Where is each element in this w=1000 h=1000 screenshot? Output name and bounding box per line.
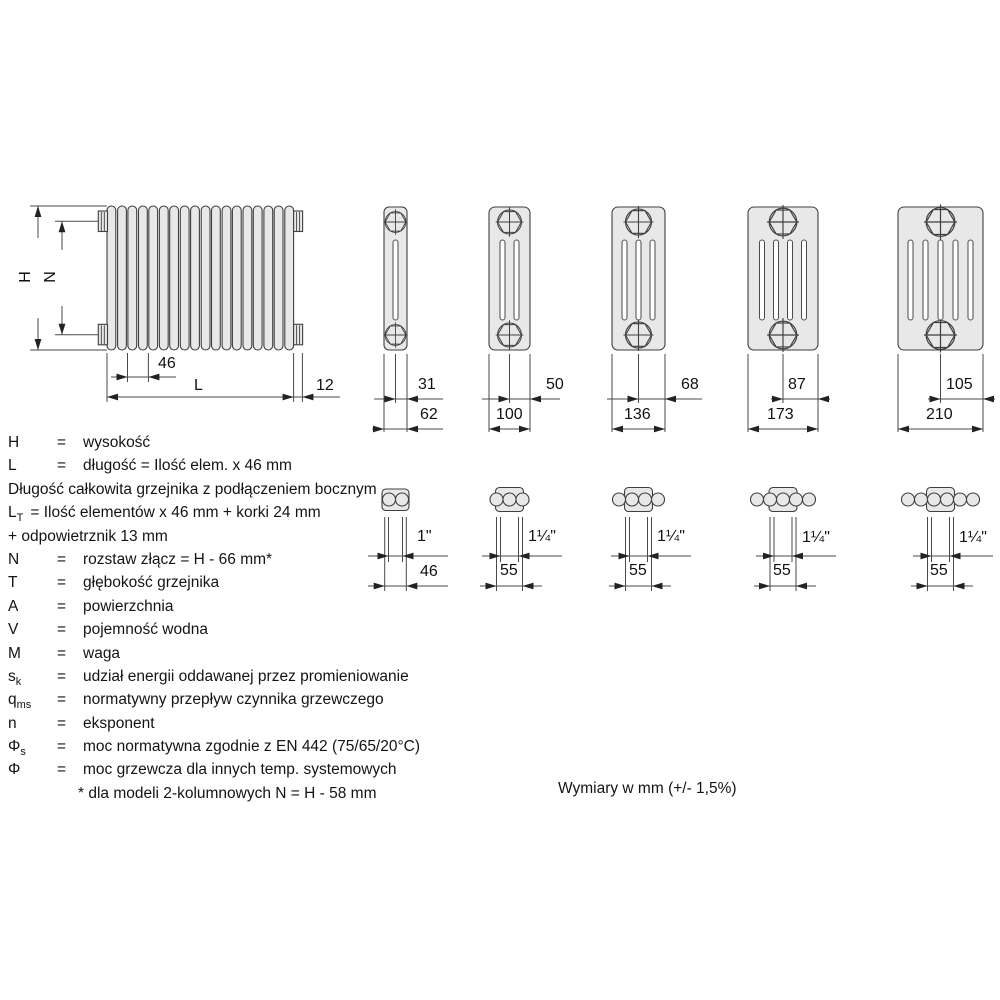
dim-element-pitch: 46 <box>158 355 176 372</box>
legend-row: $s_k$ = udział energii oddawanej przez promieniowanie <box>8 667 409 688</box>
legend-row: N = rozstaw złącz = H - 66 mm* <box>8 550 273 568</box>
dim-half-depth-3col: 50 <box>546 376 564 393</box>
dim-conn-pitch-4col: 55 <box>629 562 647 579</box>
section-view-bodies <box>384 207 983 350</box>
legend-row: V = pojemność wodna <box>8 621 208 639</box>
dim-half-depth-2col: 31 <box>418 376 436 393</box>
dim-end-extension: 12 <box>316 377 334 394</box>
dim-thread-4col: 1¼" <box>657 528 685 545</box>
legend-row: + odpowietrznik 13 mm <box>8 527 168 545</box>
legend-row: A = powierzchnia <box>8 597 174 615</box>
dim-conn-pitch-2col: 46 <box>420 563 438 580</box>
dim-thread-5col: 1¼" <box>802 529 830 546</box>
legend-row: $q_{ms}$ = normatywny przepływ czynnika grzewczego <box>8 691 384 712</box>
dim-depth-6col: 210 <box>926 406 953 423</box>
radiator-front-view <box>98 206 302 350</box>
legend-row: L = długość = Ilość elem. x 46 mm <box>8 457 292 475</box>
symbol-legend <box>8 431 568 805</box>
dim-depth-5col: 173 <box>767 406 794 423</box>
connection-6-column <box>902 488 980 512</box>
connection-4-column <box>613 488 665 512</box>
legend-row: H = wysokość <box>8 434 151 451</box>
section-plugs <box>384 204 958 352</box>
connection-5-column <box>751 488 816 512</box>
dim-depth-4col: 136 <box>624 406 651 423</box>
connection-pitch-dimension-label: N <box>41 271 59 283</box>
height-dimension-label: H <box>16 271 34 283</box>
dim-length-label: L <box>194 377 203 394</box>
dim-half-depth-6col: 105 <box>946 376 973 393</box>
dim-thread-3col: 1¼" <box>528 528 556 545</box>
dim-conn-pitch-6col: 55 <box>930 562 948 579</box>
dim-half-depth-4col: 68 <box>681 376 699 393</box>
dim-depth-2col: 62 <box>420 406 438 423</box>
dim-thread-6col: 1¼" <box>959 529 987 546</box>
legend-row: $L_T$ = Ilość elementów x 46 mm + korki 24 mm <box>8 504 321 525</box>
dim-conn-pitch-3col: 55 <box>500 562 518 579</box>
dim-thread-2col: 1" <box>417 528 432 545</box>
section-dimension-lines <box>372 354 995 432</box>
legend-footnote-row: * dla modeli 2-kolumnowych N = H - 58 mm <box>78 784 377 802</box>
legend-row: Φ = moc grzewcza dla innych temp. systemowych <box>8 761 397 779</box>
dim-half-depth-5col: 87 <box>788 376 806 393</box>
legend-row: n = eksponent <box>8 714 155 732</box>
dimensions-tolerance-note: Wymiary w mm (+/- 1,5%) <box>558 780 737 797</box>
legend-row: Długość całkowita grzejnika z podłączeniem bocznym <box>8 480 377 498</box>
legend-row: T = głębokość grzejnika <box>8 574 220 592</box>
legend-row: M = waga <box>8 644 121 662</box>
dim-depth-3col: 100 <box>496 406 523 423</box>
dim-conn-pitch-5col: 55 <box>773 562 791 579</box>
section-slots <box>393 240 973 320</box>
legend-row: $\Phi_s$ = moc normatywna zgodnie z EN 442 (75/65/20°C) <box>8 738 421 759</box>
section-arrowheads <box>373 396 994 433</box>
